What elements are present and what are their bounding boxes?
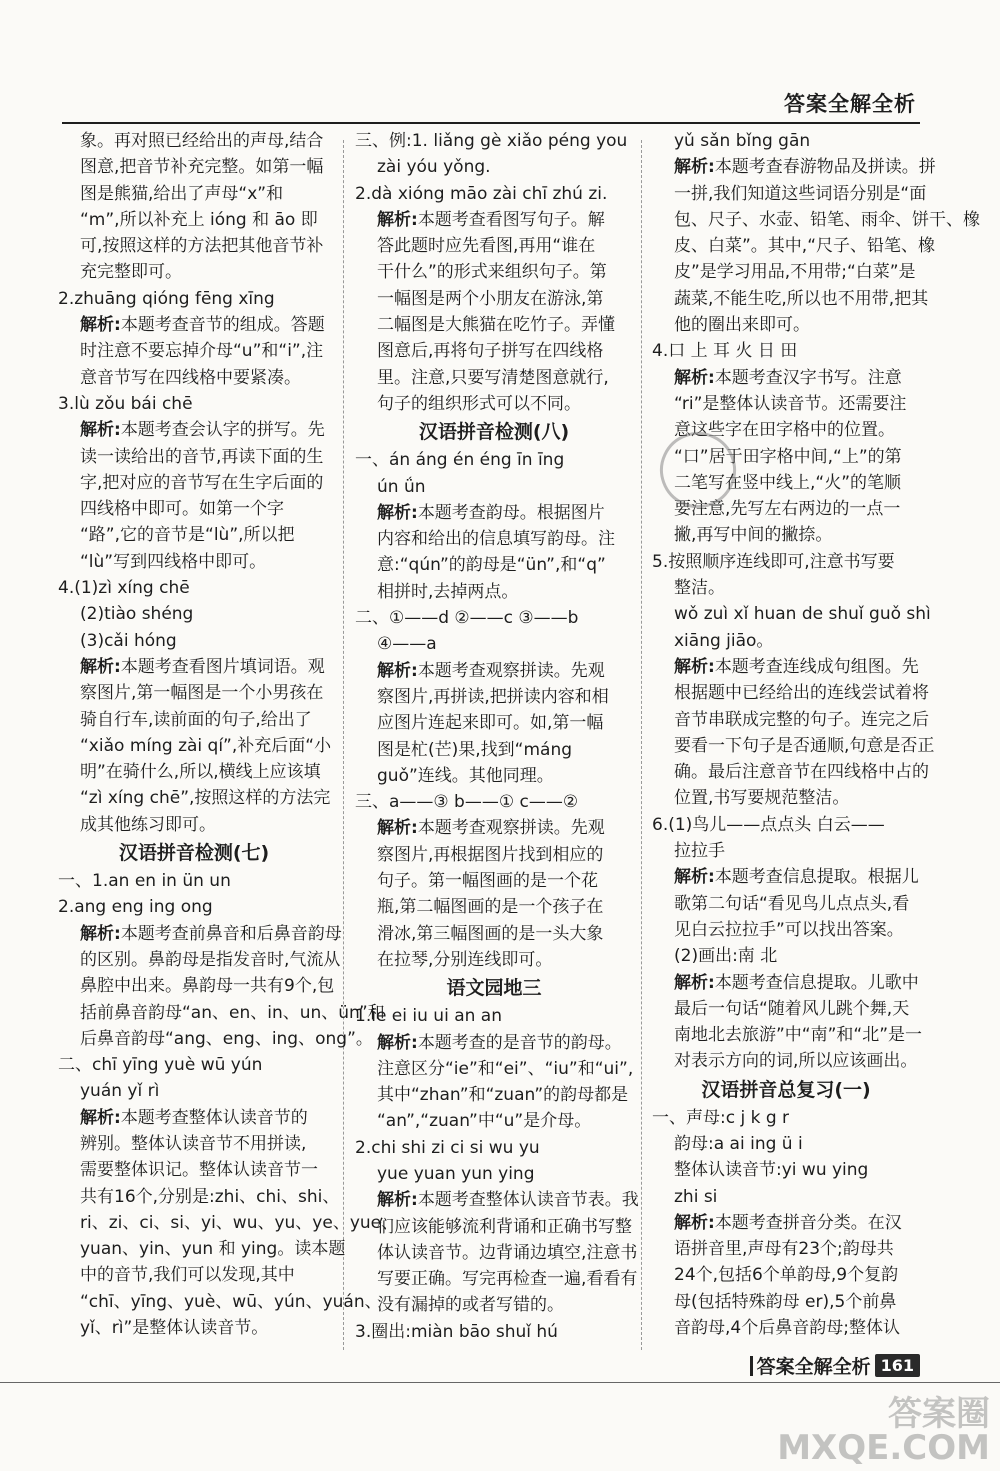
text-line: “m”,所以补充上 ióng 和 āo 即	[80, 209, 318, 230]
text-line: 没有漏掉的或者写错的。	[377, 1295, 564, 1316]
text-line: 4.口 上 耳 火 日 田	[652, 341, 798, 362]
text-line: 意:“qún”的韵母是“ün”,和“q”	[377, 555, 606, 576]
text-line: 拉拉手	[674, 841, 725, 862]
text-line: 歌第二句话“看见鸟儿点点头,看	[674, 893, 910, 914]
analysis-label: 解析:	[377, 660, 418, 681]
text-line: 意音节写在四线格中要紧凑。	[80, 367, 301, 388]
text-line: 5.按照顺序连线即可,注意书写要	[652, 551, 895, 572]
text-line: 解析:本题考查整体认读音节表。我	[377, 1190, 639, 1211]
text-line: 象。再对照已经给出的声母,结合	[80, 131, 324, 151]
text-line: “zì xíng chē”,按照这样的方法完	[80, 788, 331, 809]
section-title: 汉语拼音检测(七)	[118, 842, 270, 865]
text-line: 解析:本题考查信息提取。儿歌中	[674, 972, 919, 993]
analysis-label: 解析:	[80, 656, 121, 677]
text-line: 一幅图是两个小朋友在游泳,第	[377, 288, 604, 309]
section-title: 汉语拼音检测(八)	[418, 421, 570, 444]
text-line: 韵母:a ai ing ü i	[674, 1133, 803, 1154]
text-line: (2)tiào shéng	[80, 604, 194, 625]
analysis-label: 解析:	[80, 420, 121, 441]
text-line: 句子。第一幅图画的是一个花	[377, 871, 598, 892]
text-line: 位置,书写要规范整洁。	[674, 788, 850, 809]
text-line: 解析:本题考查观察拼读。先观	[377, 660, 605, 681]
text-line: 音韵母,4个后鼻音韵母;整体认	[674, 1318, 900, 1339]
text-line: 时注意不要忘掉介母“u”和“i”,注	[80, 341, 324, 362]
text-line: 蔬菜,不能生吃,所以也不用带,把其	[674, 288, 929, 309]
text-line: 写要正确。写完再检查一遍,看看有	[377, 1269, 638, 1290]
text-line: zài yóu yǒng.	[377, 157, 491, 178]
text-line: 解析:本题考查韵母。根据图片	[377, 502, 605, 523]
text-line: “xiǎo míng zài qí”,补充后面“小	[80, 735, 332, 756]
text-line: 对表示方向的词,所以应该画出。	[674, 1051, 918, 1072]
analysis-label: 解析:	[80, 923, 121, 944]
text-line: (2)画出:南 北	[674, 946, 778, 967]
text-line: 括前鼻音韵母“an、en、in、un、ün”和	[80, 1002, 385, 1023]
text-line: 注意区分“ie”和“ei”、“iu”和“ui”,	[377, 1058, 634, 1079]
text-line: 的区别。鼻韵母是指发音时,气流从	[80, 949, 341, 970]
text-line: 1.ie ei iu ui an an	[355, 1006, 502, 1027]
text-line: “ri”是整体认读音节。还需要注	[674, 393, 907, 414]
text-line: 解析:本题考查连线成句组图。先	[674, 656, 919, 677]
text-line: xiāng jiāo。	[674, 630, 774, 651]
text-line: 语拼音里,声母有23个;韵母共	[674, 1239, 894, 1260]
text-line: 解析:本题考查看图写句子。解	[377, 209, 605, 230]
text-line: 后鼻音韵母“ang、eng、ing、ong”。	[80, 1028, 373, 1049]
text-line: 3.圈出:miàn bāo shuǐ hú	[355, 1321, 558, 1342]
text-line: “口”居于田字格中间,“上”的第	[674, 446, 902, 467]
text-line: 可,按照这样的方法把其他音节补	[80, 236, 324, 257]
text-line: 在拉琴,分别连线即可。	[377, 949, 553, 970]
text-line: 音节串联成完整的句子。连完之后	[674, 709, 929, 730]
text-line: (3)cǎi hóng	[80, 630, 177, 651]
text-line: 内容和给出的信息填写韵母。注	[377, 529, 615, 550]
text-line: 四线格中即可。如第一个字	[80, 499, 284, 520]
text-line: “路”,它的音节是“lù”,所以把	[80, 525, 295, 546]
text-line: 整洁。	[674, 578, 725, 599]
text-line: 母(包括特殊韵母 er),5个前鼻	[674, 1291, 897, 1312]
text-line: 二、①——d ②——c ③——b	[355, 608, 579, 629]
text-line: 意这些字在田字格中的位置。	[674, 420, 895, 441]
watermark-line-2: MXQE.COM	[777, 1428, 990, 1468]
analysis-label: 解析:	[377, 502, 418, 523]
text-line: 南地北去旅游”中“南”和“北”是一	[674, 1025, 923, 1046]
text-line: 一拼,我们知道这些词语分别是“面	[674, 183, 927, 204]
text-line: 干什么”的形式来组织句子。第	[377, 262, 607, 283]
text-line: “chī、yīng、yuè、wū、yún、yuán、	[80, 1291, 382, 1312]
text-line: 要注意,先写左右两边的一点一	[674, 499, 901, 520]
text-line: ún ǘn	[377, 476, 426, 497]
text-line: 三、例:1. liǎng gè xiǎo péng you	[355, 131, 628, 151]
column-right	[652, 128, 980, 1341]
text-line: 句子的组织形式可以不同。	[377, 393, 581, 414]
text-line: yǔ sǎn bǐng gān	[674, 131, 811, 151]
text-line: ④——a	[377, 634, 437, 655]
column-divider	[343, 140, 344, 1350]
text-line: 解析:本题考查整体认读音节的	[80, 1107, 308, 1128]
text-line: 解析:本题考查拼音分类。在汉	[674, 1212, 902, 1233]
text-line: 见白云拉拉手”可以找出答案。	[674, 919, 904, 940]
text-line: “an”,“zuan”中“u”是介母。	[377, 1111, 592, 1132]
watermark-line-1: 答案圈	[888, 1394, 990, 1434]
text-line: 答此题时应先看图,再用“谁在	[377, 236, 596, 257]
text-line: 2.zhuāng qióng fēng xīng	[58, 288, 275, 309]
text-line: 解析:本题考查的是音节的韵母。	[377, 1032, 622, 1053]
text-line: 应图片连起来即可。如,第一幅	[377, 713, 604, 734]
text-line: 充完整即可。	[80, 262, 182, 283]
footer-label: 答案全解全析	[756, 1356, 871, 1378]
text-line: yuan、yin、yun 和 ying。读本题	[80, 1239, 346, 1260]
analysis-label: 解析:	[674, 867, 715, 888]
text-line: 一、1.an en in ün un	[58, 871, 231, 892]
text-line: 24个,包括6个单韵母,9个复韵	[674, 1265, 899, 1286]
text-line: zhi si	[674, 1186, 718, 1207]
page-number: 161	[875, 1354, 920, 1377]
text-line: 里。注意,只要写清楚图意就行,	[377, 367, 609, 388]
text-line: 4.(1)zì xíng chē	[58, 578, 190, 599]
text-line: yuán yǐ rì	[80, 1081, 160, 1102]
text-line: 撇,再写中间的撇捺。	[674, 525, 833, 546]
text-line: guǒ”连线。其他同理。	[377, 765, 554, 786]
text-line: wǒ zuì xǐ huan de shuǐ guǒ shì	[674, 604, 931, 625]
text-line: 读一读给出的音节,再读下面的生	[80, 446, 324, 467]
text-line: 解析:本题考查音节的组成。答题	[80, 315, 325, 336]
text-line: 2.ang eng ing ong	[58, 897, 213, 918]
text-line: 图意,把音节补充完整。如第一幅	[80, 157, 324, 178]
analysis-label: 解析:	[674, 157, 715, 178]
analysis-label: 解析:	[377, 1190, 418, 1211]
text-line: 解析:本题考查汉字书写。注意	[674, 367, 902, 388]
text-line: 察图片,第一幅图是一个小男孩在	[80, 683, 324, 704]
text-line: 图意后,再将句子拼写在四线格	[377, 341, 604, 362]
text-line: 解析:本题考查前鼻音和后鼻音韵母	[80, 923, 342, 944]
text-line: 解析:本题考查看图片填词语。观	[80, 656, 325, 677]
column-left	[58, 128, 399, 1341]
text-line: 鼻腔中出来。鼻韵母一共有9个,包	[80, 976, 335, 997]
text-line: 3.lù zǒu bái chē	[58, 393, 193, 414]
text-line: 皮、白菜”。其中,“尺子、铅笔、橡	[674, 236, 936, 257]
text-line: 确。最后注意音节在四线格中占的	[674, 762, 929, 783]
text-line: 解析:本题考查信息提取。根据儿	[674, 867, 919, 888]
text-line: 察图片,再拼读,把拼读内容和相	[377, 686, 609, 707]
text-line: 一、声母:c j k g r	[652, 1107, 790, 1128]
text-line: 2.dà xióng māo zài chī zhú zi.	[355, 183, 608, 204]
text-line: 辨别。整体认读音节不用拼读,	[80, 1133, 307, 1154]
watermark-logo	[777, 1394, 990, 1468]
analysis-label: 解析:	[80, 1107, 121, 1128]
analysis-label: 解析:	[674, 972, 715, 993]
text-line: 整体认读音节:yi wu ying	[674, 1160, 869, 1181]
text-line: 察图片,再根据图片找到相应的	[377, 844, 604, 865]
text-line: yǐ、rì”是整体认读音节。	[80, 1318, 269, 1339]
text-line: 图是熊猫,给出了声母“x”和	[80, 183, 284, 204]
text-line: 图是杧(芒)果,找到“máng	[377, 739, 573, 760]
analysis-label: 解析:	[80, 315, 121, 336]
analysis-label: 解析:	[377, 1032, 418, 1053]
text-line: 一、án áng én éng īn īng	[355, 450, 565, 471]
text-line: 成其他练习即可。	[80, 814, 216, 835]
text-line: 要看一下句子是否通顺,句意是否正	[674, 735, 935, 756]
header-title: 答案全解全析	[784, 92, 916, 116]
text-line: 二笔写在竖中线上,“火”的笔顺	[674, 472, 902, 493]
section-title: 汉语拼音总复习(一)	[701, 1078, 871, 1101]
analysis-label: 解析:	[377, 209, 418, 230]
text-line: 他的圈出来即可。	[674, 315, 810, 336]
footer	[750, 1352, 920, 1379]
analysis-label: 解析:	[674, 367, 715, 388]
footer-bar	[750, 1356, 753, 1376]
text-line: 皮”是学习用品,不用带;“白菜”是	[674, 262, 916, 283]
text-line: 中的音节,我们可以发现,其中	[80, 1265, 295, 1286]
text-line: 最后一句话“随着风儿跳个舞,天	[674, 998, 910, 1019]
text-line: “lù”写到四线格中即可。	[80, 551, 267, 572]
text-line: 体认读音节。边背诵边填空,注意书	[377, 1242, 638, 1263]
text-line: yue yuan yun ying	[377, 1163, 535, 1184]
text-line: 其中“zhan”和“zuan”的韵母都是	[377, 1085, 629, 1106]
column-divider	[641, 140, 642, 1350]
text-line: 三、a——③ b——① c——②	[355, 792, 579, 813]
analysis-label: 解析:	[674, 656, 715, 677]
text-line: 解析:本题考查会认字的拼写。先	[80, 420, 325, 441]
text-line: 需要整体识记。整体认读音节一	[80, 1160, 318, 1181]
text-line: 解析:本题考查观察拼读。先观	[377, 818, 605, 839]
text-line: 字,把对应的音节写在生字后面的	[80, 472, 324, 493]
column-middle	[355, 128, 639, 1345]
analysis-label: 解析:	[377, 818, 418, 839]
text-line: 6.(1)鸟儿——点点头 白云——	[652, 814, 885, 835]
text-line: 包、尺子、水壶、铅笔、雨伞、饼干、橡	[674, 209, 980, 230]
analysis-label: 解析:	[674, 1212, 715, 1233]
text-line: 们应该能够流利背诵和正确书写整	[377, 1216, 632, 1237]
header-rule	[62, 122, 920, 124]
footer-rule	[0, 1382, 1000, 1383]
text-line: 瓶,第二幅图画的是一个孩子在	[377, 897, 604, 918]
text-line: ri、zi、ci、si、yi、wu、yu、ye、yue、	[80, 1212, 399, 1233]
text-line: 根据题中已经给出的连线尝试着将	[674, 683, 929, 704]
text-line: 二、chī yīng yuè wū yún	[58, 1055, 263, 1076]
text-line: 滑冰,第三幅图画的是一头大象	[377, 923, 604, 944]
text-line: 相拼时,去掉两点。	[377, 581, 519, 602]
section-title: 语文园地三	[446, 977, 542, 1000]
text-line: 2.chi shi zi ci si wu yu	[355, 1137, 540, 1158]
text-line: 骑自行车,读前面的句子,给出了	[80, 709, 312, 730]
text-line: 二幅图是大熊猫在吃竹子。弄懂	[377, 315, 615, 336]
text-line: 共有16个,分别是:zhi、chi、shi、	[80, 1186, 340, 1207]
text-line: 解析:本题考查春游物品及拼读。拼	[674, 157, 936, 178]
text-line: 明”在骑什么,所以,横线上应该填	[80, 762, 321, 783]
